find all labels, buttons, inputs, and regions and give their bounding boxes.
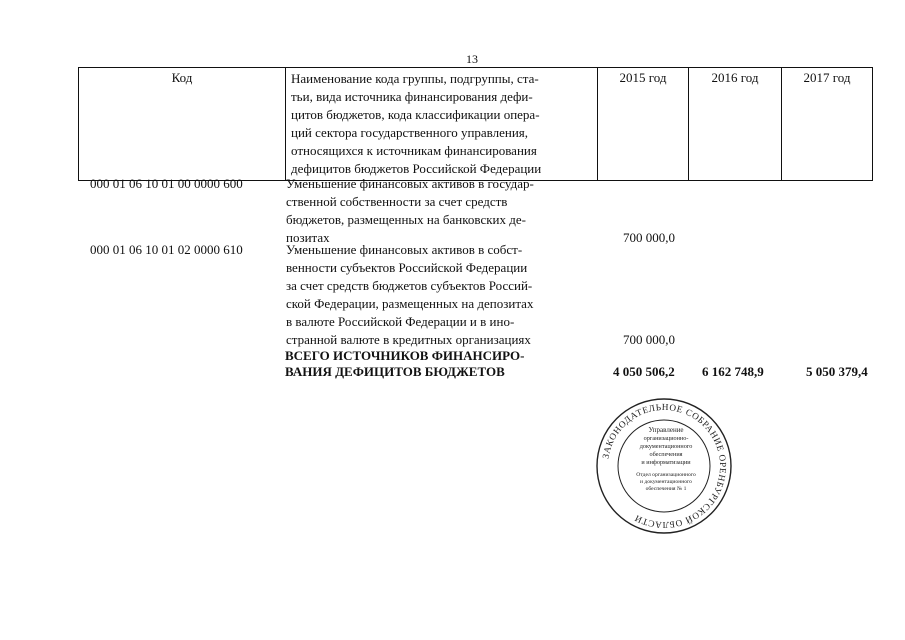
row-name bbox=[286, 175, 588, 247]
row-name-line: за счет средств бюджетов субъектов Россий- bbox=[286, 278, 533, 293]
total-value-2017: 5 050 379,4 bbox=[806, 364, 868, 379]
row-code: 000 01 06 10 01 00 0000 600 bbox=[90, 176, 243, 191]
stamp-line: организационно- bbox=[643, 435, 689, 442]
header-year-2016: 2016 год bbox=[689, 68, 782, 181]
header-name bbox=[286, 68, 598, 181]
header-name-line: цитов бюджетов, кода классификации опера- bbox=[291, 107, 540, 122]
total-label bbox=[285, 348, 595, 380]
row-name-line: бюджетов, размещенных на банковских де- bbox=[286, 212, 526, 227]
total-value-2015: 4 050 506,2 bbox=[613, 364, 675, 379]
header-name-line: ций сектора государственного управления, bbox=[291, 125, 529, 140]
row-value-2015: 700 000,0 bbox=[623, 332, 675, 347]
row-name-line: ской Федерации, размещенных на депозитах bbox=[286, 296, 534, 311]
row-code: 000 01 06 10 01 02 0000 610 bbox=[90, 242, 243, 257]
page-number: 13 bbox=[466, 52, 478, 66]
stamp-line: Отдел организационного bbox=[636, 472, 696, 478]
header-year-2017: 2017 год bbox=[782, 68, 873, 181]
row-name-line: Уменьшение финансовых активов в государ- bbox=[286, 176, 534, 191]
official-stamp bbox=[594, 396, 734, 536]
stamp-line: и документационного bbox=[640, 479, 692, 485]
stamp-line: и информатизации bbox=[641, 459, 691, 466]
header-name-line: Наименование кода группы, подгруппы, ста- bbox=[291, 71, 539, 86]
header-name-line: относящихся к источникам финансирования bbox=[291, 143, 537, 158]
row-name-line: ственной собственности за счет средств bbox=[286, 194, 508, 209]
stamp-line: Управление bbox=[648, 426, 684, 434]
row-name-line: в валюте Российской Федерации и в ино- bbox=[286, 314, 515, 329]
row-name bbox=[286, 241, 588, 349]
row-value-2015: 700 000,0 bbox=[623, 230, 675, 245]
stamp-line: обеспечения bbox=[649, 451, 683, 458]
stamp-ring-text: ЗАКОНОДАТЕЛЬНОЕ СОБРАНИЕ ОРЕНБУРГСКОЙ ОБЛАСТИ bbox=[600, 401, 729, 531]
total-value-2016: 6 162 748,9 bbox=[702, 364, 764, 379]
row-name-line: венности субъектов Российской Федерации bbox=[286, 260, 528, 275]
header-name-line: тьи, вида источника финансирования дефи- bbox=[291, 89, 533, 104]
stamp-line: обеспечения № 1 bbox=[645, 486, 687, 492]
header-year-2015: 2015 год bbox=[598, 68, 689, 181]
total-label-line: ВСЕГО ИСТОЧНИКОВ ФИНАНСИРО- bbox=[285, 348, 525, 363]
row-name-line: позитах bbox=[286, 230, 330, 245]
table-header bbox=[78, 67, 873, 181]
header-name-line: дефицитов бюджетов Российской Федерации bbox=[291, 161, 542, 176]
total-label-line: ВАНИЯ ДЕФИЦИТОВ БЮДЖЕТОВ bbox=[285, 364, 505, 379]
stamp-line: документационного bbox=[639, 443, 693, 450]
row-name-line: Уменьшение финансовых активов в собст- bbox=[286, 242, 523, 257]
header-code: Код bbox=[79, 68, 286, 181]
row-name-line: странной валюте в кредитных организациях bbox=[286, 332, 531, 347]
